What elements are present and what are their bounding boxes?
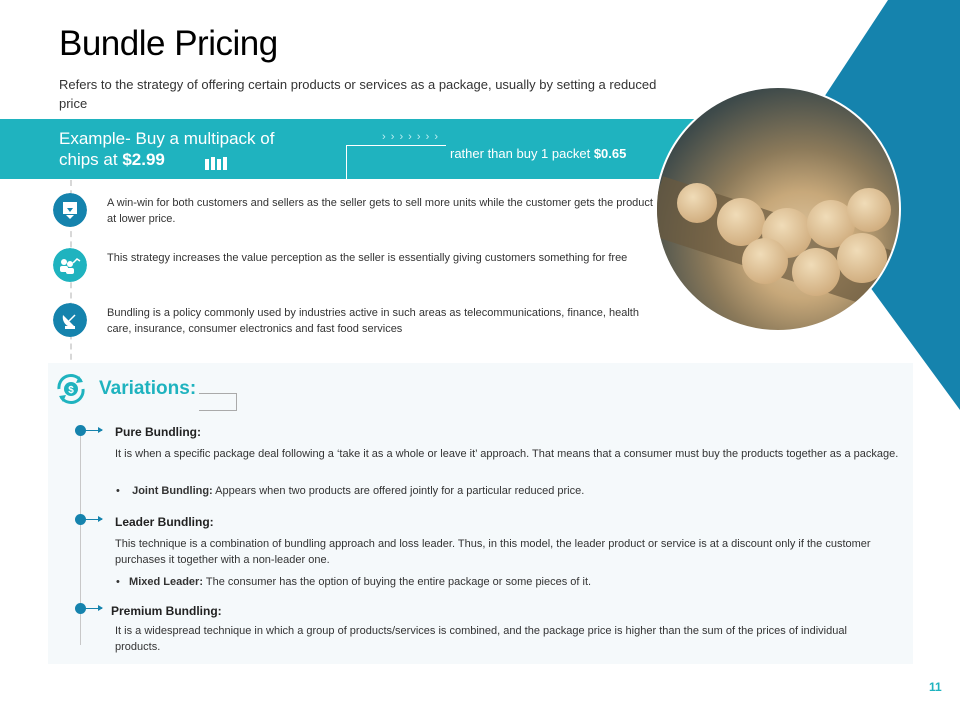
pure-bundling-body: It is when a specific package deal following a ‘take it as a whole or leave it’ approach. That means that a consumer must buy the products together as a package. — [115, 448, 899, 460]
download-arrow-icon — [53, 193, 87, 227]
svg-text:$: $ — [68, 385, 74, 396]
example-price: $2.99 — [122, 150, 165, 169]
mixed-leader-bullet: • Mixed Leader: The consumer has the option of buying the entire package or some pieces of it. — [116, 576, 592, 588]
tree-node — [75, 514, 86, 525]
chevron-arrows-icon: › › › › › › › — [382, 131, 439, 143]
leader-bundling-heading: Leader Bundling: — [115, 515, 214, 529]
chips-icon — [204, 154, 228, 170]
slide-title: Bundle Pricing — [59, 24, 278, 63]
page-number: 11 — [929, 680, 942, 694]
variations-panel — [48, 363, 913, 664]
tree-arrow — [86, 519, 102, 520]
connector-bracket — [346, 145, 446, 179]
compare-text: rather than buy 1 packet $0.65 — [450, 146, 627, 161]
tree-node — [75, 425, 86, 436]
pure-bundling-heading: Pure Bundling: — [115, 425, 201, 439]
point-text-3: Bundling is a policy commonly used by industries active in such areas as telecommunications, finance, health care, insurance, consumer electronics and fast food services — [107, 307, 639, 335]
satellite-dish-icon — [53, 303, 87, 337]
premium-bundling-body: It is a widespread technique in which a group of products/services is combined, and the package price is higher than the sum of the prices of individual products. — [115, 625, 847, 653]
dollar-cycle-icon — [53, 371, 89, 407]
tree-arrow — [86, 608, 102, 609]
compare-price: $0.65 — [593, 146, 627, 161]
point-text-2: This strategy increases the value perception as the seller is essentially giving customers something for free — [107, 252, 628, 264]
joint-bundling-bullet: • Joint Bundling: Appears when two products are offered jointly for a particular reduced price. — [116, 485, 585, 497]
slide-subtitle: Refers to the strategy of offering certain products or services as a package, usually by setting a reduced price — [59, 77, 657, 111]
leader-bundling-body: This technique is a combination of bundling approach and loss leader. Thus, in this model, the leader product or service is at a discount only if the customer purchases it together with a non-leader one. — [115, 538, 871, 566]
people-growth-icon — [53, 248, 87, 282]
point-text-1: A win-win for both customers and sellers as the seller gets to sell more units while the customer gets the product at lower price. — [107, 197, 653, 225]
premium-bundling-heading: Premium Bundling: — [111, 604, 222, 618]
variations-title: Variations: — [99, 378, 197, 399]
donuts-photo — [655, 86, 901, 332]
tree-arrow — [86, 430, 102, 431]
example-text: Example- Buy a multipack of chips at $2.99 — [59, 129, 275, 169]
variations-bracket — [199, 393, 237, 411]
tree-node — [75, 603, 86, 614]
